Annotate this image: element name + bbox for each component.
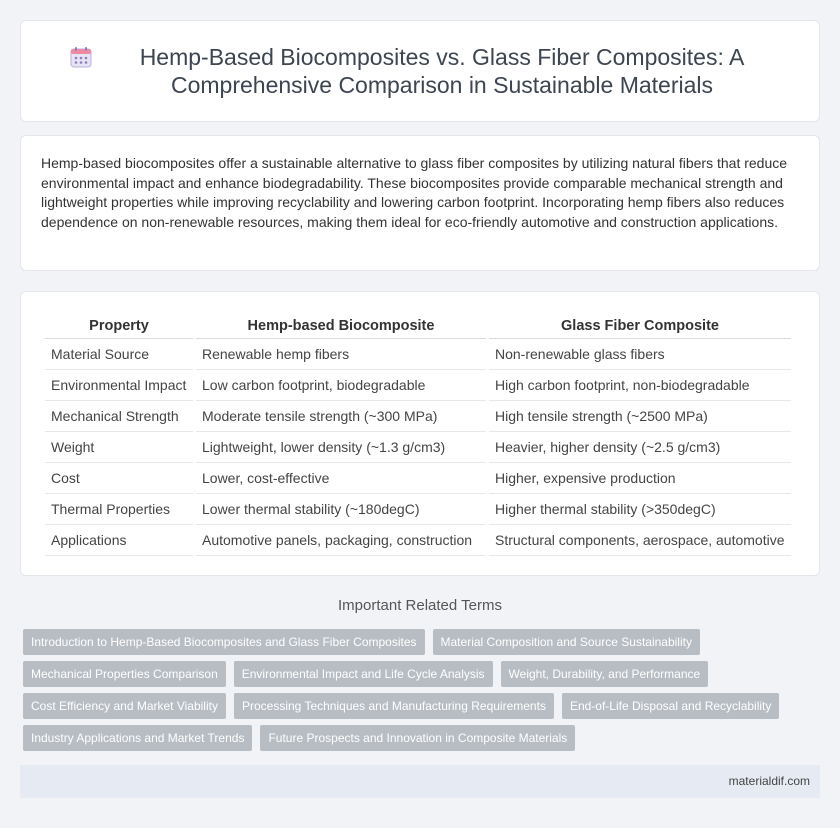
related-terms-heading: Important Related Terms	[338, 597, 502, 614]
title-wrap	[70, 43, 770, 99]
table-cell: Lower, cost-effective	[196, 463, 486, 494]
term-tag[interactable]: Processing Techniques and Manufacturing Requirements	[234, 693, 554, 719]
table-cell: High carbon footprint, non-biodegradable	[489, 370, 791, 401]
table-cell: Non-renewable glass fibers	[489, 339, 791, 370]
table-cell: Automotive panels, packaging, construction	[196, 525, 486, 556]
footer-site-link[interactable]: materialdif.com	[728, 774, 810, 788]
calendar-icon	[70, 46, 92, 68]
intro-paragraph: Hemp-based biocomposites offer a sustainable alternative to glass fiber composites by utilizing natural fibers that reduce environmental impact and enhance biodegradability. These biocomposites provide comparable mechanical strength and lightweight properties while improving recyclability and lowering carbon footprint. Incorporating hemp fibers also reduces dependence on non-renewable resources, making them ideal for eco-friendly automotive and construction applications.	[41, 155, 788, 230]
table-cell: Heavier, higher density (~2.5 g/cm3)	[489, 432, 791, 463]
table-cell: Higher, expensive production	[489, 463, 791, 494]
column-header-property: Property	[45, 314, 193, 339]
table-cell: Mechanical Strength	[45, 401, 193, 432]
table-cell: High tensile strength (~2500 MPa)	[489, 401, 791, 432]
table-cell: Material Source	[45, 339, 193, 370]
table-row	[45, 494, 791, 525]
table-cell: Lightweight, lower density (~1.3 g/cm3)	[196, 432, 486, 463]
table-row	[45, 339, 791, 370]
header-card	[20, 20, 820, 122]
table-cell: Higher thermal stability (>350degC)	[489, 494, 791, 525]
table-cell: Moderate tensile strength (~300 MPa)	[196, 401, 486, 432]
term-tag[interactable]: Introduction to Hemp-Based Biocomposites and Glass Fiber Composites	[23, 629, 425, 655]
term-tag[interactable]: Material Composition and Source Sustainability	[433, 629, 700, 655]
table-cell: Applications	[45, 525, 193, 556]
term-tag[interactable]: Future Prospects and Innovation in Composite Materials	[260, 725, 575, 751]
column-header-glass: Glass Fiber Composite	[489, 314, 791, 339]
table-row	[45, 463, 791, 494]
table-cell: Thermal Properties	[45, 494, 193, 525]
table-cell: Low carbon footprint, biodegradable	[196, 370, 486, 401]
term-tag[interactable]: Environmental Impact and Life Cycle Analysis	[234, 661, 493, 687]
table-row	[45, 401, 791, 432]
term-tag[interactable]: Mechanical Properties Comparison	[23, 661, 226, 687]
table-row	[45, 432, 791, 463]
comparison-table	[42, 314, 794, 556]
related-terms-list	[23, 629, 823, 751]
table-cell: Lower thermal stability (~180degC)	[196, 494, 486, 525]
term-tag[interactable]: Cost Efficiency and Market Viability	[23, 693, 226, 719]
term-tag[interactable]: Weight, Durability, and Performance	[501, 661, 709, 687]
intro-card	[20, 135, 820, 271]
term-tag[interactable]: End-of-Life Disposal and Recyclability	[562, 693, 779, 719]
table-header-row	[45, 314, 791, 339]
footer	[20, 765, 820, 798]
table-cell: Environmental Impact	[45, 370, 193, 401]
column-header-hemp: Hemp-based Biocomposite	[196, 314, 486, 339]
table-cell: Weight	[45, 432, 193, 463]
term-tag[interactable]: Industry Applications and Market Trends	[23, 725, 252, 751]
table-row	[45, 370, 791, 401]
comparison-table-card	[20, 291, 820, 576]
page-title: Hemp-Based Biocomposites vs. Glass Fiber Composites: A Comprehensive Comparison in Sustainable Materials	[139, 44, 745, 98]
table-cell: Renewable hemp fibers	[196, 339, 486, 370]
table-cell: Cost	[45, 463, 193, 494]
table-row	[45, 525, 791, 556]
table-cell: Structural components, aerospace, automotive	[489, 525, 791, 556]
